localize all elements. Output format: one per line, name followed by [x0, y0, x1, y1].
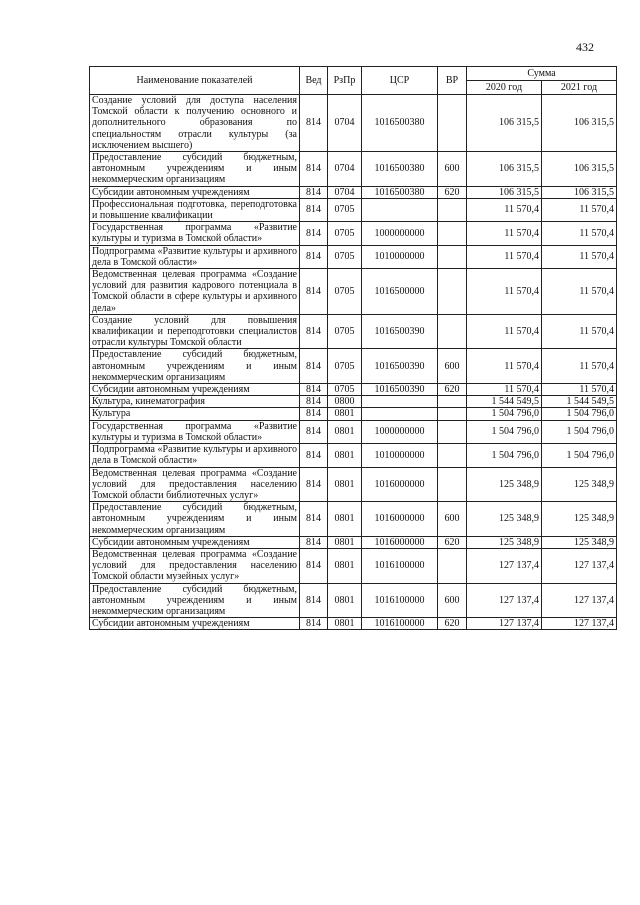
row-csr: 1016500380 [362, 186, 438, 198]
row-csr: 1016100000 [362, 618, 438, 630]
row-sum-2020: 11 570,4 [467, 269, 542, 315]
row-rzpr: 0801 [328, 536, 362, 548]
row-vr: 620 [438, 618, 467, 630]
row-ved: 814 [300, 314, 328, 349]
row-vr [438, 269, 467, 315]
row-sum-2020: 1 504 796,0 [467, 444, 542, 467]
row-vr: 620 [438, 536, 467, 548]
row-csr [362, 396, 438, 408]
row-name: Подпрограмма «Развитие культуры и архивного дела в Томской области» [90, 444, 300, 467]
row-sum-2020: 106 315,5 [467, 152, 542, 187]
row-name: Профессиональная подготовка, переподготовка и повышение квалификации [90, 198, 300, 221]
header-vr: ВР [438, 67, 467, 95]
row-csr: 1000000000 [362, 222, 438, 245]
row-rzpr: 0704 [328, 186, 362, 198]
row-sum-2020: 1 504 796,0 [467, 420, 542, 443]
header-rzpr: РзПр [328, 67, 362, 95]
row-sum-2021: 125 348,9 [542, 467, 617, 502]
row-csr: 1016000000 [362, 502, 438, 537]
table-row [90, 269, 617, 315]
row-vr: 600 [438, 502, 467, 537]
row-vr [438, 314, 467, 349]
table-row [90, 536, 617, 548]
row-name: Субсидии автономным учреждениям [90, 384, 300, 396]
row-vr [438, 396, 467, 408]
row-csr: 1016500000 [362, 269, 438, 315]
table-row [90, 152, 617, 187]
row-name: Предоставление субсидий бюджетным, автономным учреждениям и иным некоммерческим организациям [90, 349, 300, 384]
row-csr: 1016500390 [362, 349, 438, 384]
row-vr [438, 444, 467, 467]
row-rzpr: 0705 [328, 198, 362, 221]
row-sum-2020: 11 570,4 [467, 314, 542, 349]
row-vr: 600 [438, 152, 467, 187]
row-vr [438, 95, 467, 152]
row-csr: 1016500390 [362, 314, 438, 349]
row-sum-2020: 11 570,4 [467, 198, 542, 221]
row-rzpr: 0705 [328, 384, 362, 396]
row-ved: 814 [300, 186, 328, 198]
row-rzpr: 0801 [328, 444, 362, 467]
table-row [90, 420, 617, 443]
row-sum-2020: 127 137,4 [467, 548, 542, 583]
row-ved: 814 [300, 222, 328, 245]
row-sum-2020: 11 570,4 [467, 349, 542, 384]
row-csr: 1010000000 [362, 444, 438, 467]
row-sum-2021: 11 570,4 [542, 222, 617, 245]
row-sum-2020: 125 348,9 [467, 536, 542, 548]
row-ved: 814 [300, 467, 328, 502]
row-sum-2020: 106 315,5 [467, 95, 542, 152]
row-vr: 620 [438, 384, 467, 396]
row-sum-2020: 127 137,4 [467, 583, 542, 618]
row-rzpr: 0801 [328, 467, 362, 502]
header-name: Наименование показателей [90, 67, 300, 95]
row-csr: 1016000000 [362, 536, 438, 548]
row-csr [362, 198, 438, 221]
row-sum-2021: 1 544 549,5 [542, 396, 617, 408]
row-ved: 814 [300, 152, 328, 187]
table-row [90, 245, 617, 268]
row-name: Создание условий для повышения квалификации и переподготовки специалистов отрасли культуры Томской области [90, 314, 300, 349]
table-row [90, 618, 617, 630]
row-csr: 1016500390 [362, 384, 438, 396]
row-name: Культура [90, 408, 300, 420]
row-ved: 814 [300, 245, 328, 268]
row-ved: 814 [300, 444, 328, 467]
row-sum-2021: 11 570,4 [542, 384, 617, 396]
table-row [90, 502, 617, 537]
row-rzpr: 0705 [328, 349, 362, 384]
row-ved: 814 [300, 548, 328, 583]
header-year-2021: 2021 год [542, 81, 617, 95]
row-vr [438, 245, 467, 268]
row-ved: 814 [300, 583, 328, 618]
table-header [90, 67, 617, 95]
table-row [90, 95, 617, 152]
row-ved: 814 [300, 269, 328, 315]
row-sum-2021: 127 137,4 [542, 583, 617, 618]
header-ved: Вед [300, 67, 328, 95]
row-ved: 814 [300, 198, 328, 221]
row-vr: 600 [438, 349, 467, 384]
row-ved: 814 [300, 95, 328, 152]
row-rzpr: 0704 [328, 95, 362, 152]
row-vr: 620 [438, 186, 467, 198]
row-csr: 1016100000 [362, 583, 438, 618]
row-sum-2021: 127 137,4 [542, 618, 617, 630]
table-row [90, 314, 617, 349]
row-rzpr: 0800 [328, 396, 362, 408]
row-vr [438, 222, 467, 245]
row-sum-2021: 125 348,9 [542, 536, 617, 548]
table-row [90, 349, 617, 384]
row-name: Подпрограмма «Развитие культуры и архивного дела в Томской области» [90, 245, 300, 268]
table-row [90, 467, 617, 502]
row-sum-2020: 125 348,9 [467, 467, 542, 502]
row-rzpr: 0801 [328, 583, 362, 618]
row-name: Субсидии автономным учреждениям [90, 186, 300, 198]
row-csr: 1016000000 [362, 467, 438, 502]
row-ved: 814 [300, 420, 328, 443]
row-ved: 814 [300, 384, 328, 396]
row-ved: 814 [300, 502, 328, 537]
row-name: Государственная программа «Развитие культуры и туризма в Томской области» [90, 222, 300, 245]
table-row [90, 198, 617, 221]
row-vr [438, 467, 467, 502]
row-vr: 600 [438, 583, 467, 618]
row-sum-2021: 1 504 796,0 [542, 444, 617, 467]
row-sum-2021: 127 137,4 [542, 548, 617, 583]
table-row [90, 384, 617, 396]
row-name: Ведомственная целевая программа «Создание условий для развития кадрового потенциала в Томской области в сфере культуры и архивного дела» [90, 269, 300, 315]
row-vr [438, 420, 467, 443]
row-ved: 814 [300, 349, 328, 384]
header-sum: Сумма [467, 67, 617, 81]
row-sum-2021: 106 315,5 [542, 95, 617, 152]
table-row [90, 396, 617, 408]
row-name: Предоставление субсидий бюджетным, автономным учреждениям и иным некоммерческим организациям [90, 583, 300, 618]
header-csr: ЦСР [362, 67, 438, 95]
table-body [90, 95, 617, 630]
row-sum-2021: 11 570,4 [542, 198, 617, 221]
row-name: Предоставление субсидий бюджетным, автономным учреждениям и иным некоммерческим организациям [90, 502, 300, 537]
row-sum-2021: 1 504 796,0 [542, 408, 617, 420]
row-name: Создание условий для доступа населения Томской области к получению основного и дополнительного образования по специальностям отрасли культуры (за исключением высшего) [90, 95, 300, 152]
table-row [90, 444, 617, 467]
row-rzpr: 0801 [328, 420, 362, 443]
row-sum-2021: 11 570,4 [542, 245, 617, 268]
row-sum-2021: 1 504 796,0 [542, 420, 617, 443]
row-ved: 814 [300, 408, 328, 420]
row-name: Государственная программа «Развитие культуры и туризма в Томской области» [90, 420, 300, 443]
table-row [90, 222, 617, 245]
row-csr: 1016100000 [362, 548, 438, 583]
table-row [90, 548, 617, 583]
row-csr: 1016500380 [362, 152, 438, 187]
row-rzpr: 0705 [328, 222, 362, 245]
row-ved: 814 [300, 536, 328, 548]
row-vr [438, 408, 467, 420]
row-csr [362, 408, 438, 420]
row-csr: 1010000000 [362, 245, 438, 268]
row-rzpr: 0705 [328, 314, 362, 349]
row-vr [438, 548, 467, 583]
row-sum-2020: 127 137,4 [467, 618, 542, 630]
row-sum-2020: 11 570,4 [467, 384, 542, 396]
row-rzpr: 0705 [328, 269, 362, 315]
row-sum-2020: 1 544 549,5 [467, 396, 542, 408]
budget-table [89, 66, 617, 630]
row-name: Ведомственная целевая программа «Создание условий для предоставления населению Томской области библиотечных услуг» [90, 467, 300, 502]
row-sum-2020: 125 348,9 [467, 502, 542, 537]
row-sum-2021: 11 570,4 [542, 269, 617, 315]
row-rzpr: 0801 [328, 408, 362, 420]
row-sum-2021: 106 315,5 [542, 186, 617, 198]
row-rzpr: 0801 [328, 548, 362, 583]
row-name: Ведомственная целевая программа «Создание условий для предоставления населению Томской области музейных услуг» [90, 548, 300, 583]
row-sum-2020: 1 504 796,0 [467, 408, 542, 420]
table-row [90, 186, 617, 198]
row-name: Субсидии автономным учреждениям [90, 618, 300, 630]
row-sum-2021: 11 570,4 [542, 349, 617, 384]
row-csr: 1000000000 [362, 420, 438, 443]
row-rzpr: 0704 [328, 152, 362, 187]
row-name: Предоставление субсидий бюджетным, автономным учреждениям и иным некоммерческим организациям [90, 152, 300, 187]
row-sum-2020: 106 315,5 [467, 186, 542, 198]
row-sum-2020: 11 570,4 [467, 245, 542, 268]
table-row [90, 408, 617, 420]
row-sum-2021: 125 348,9 [542, 502, 617, 537]
header-year-2020: 2020 год [467, 81, 542, 95]
row-sum-2021: 106 315,5 [542, 152, 617, 187]
row-ved: 814 [300, 396, 328, 408]
row-sum-2020: 11 570,4 [467, 222, 542, 245]
row-rzpr: 0801 [328, 502, 362, 537]
row-name: Культура, кинематография [90, 396, 300, 408]
row-ved: 814 [300, 618, 328, 630]
row-rzpr: 0705 [328, 245, 362, 268]
table-row [90, 583, 617, 618]
row-name: Субсидии автономным учреждениям [90, 536, 300, 548]
row-sum-2021: 11 570,4 [542, 314, 617, 349]
row-rzpr: 0801 [328, 618, 362, 630]
row-vr [438, 198, 467, 221]
page-number: 432 [576, 40, 594, 54]
row-csr: 1016500380 [362, 95, 438, 152]
